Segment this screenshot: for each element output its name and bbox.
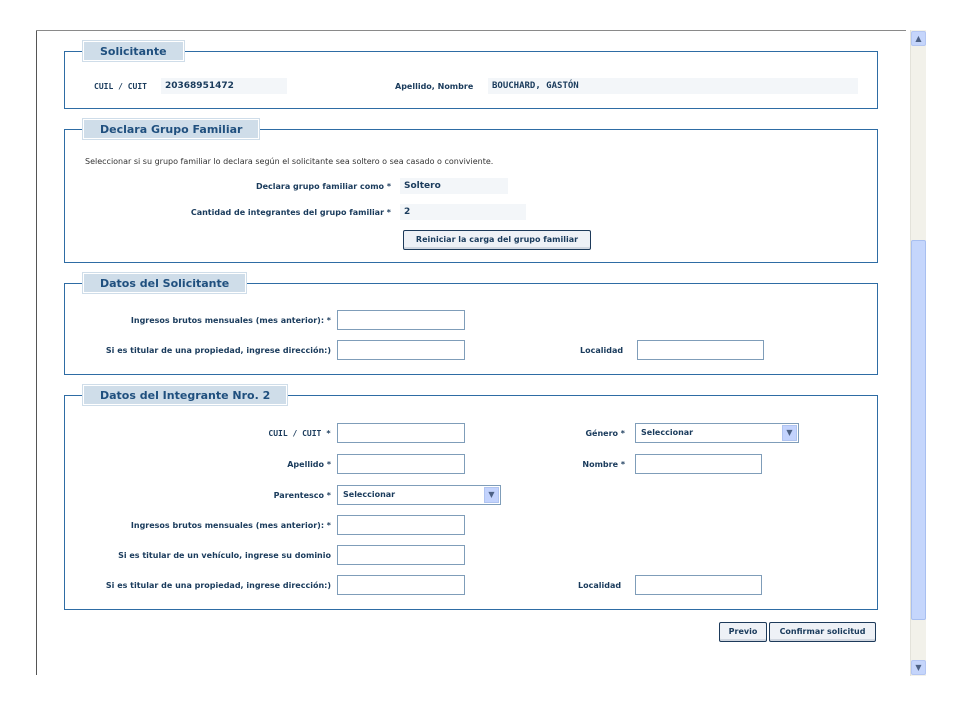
parentesco-select-value: Seleccionar <box>343 490 396 499</box>
ingresos-input[interactable] <box>337 310 465 330</box>
cuil-value: 20368951472 <box>161 78 287 94</box>
vertical-scrollbar[interactable] <box>910 30 926 676</box>
grupo-familiar-section <box>64 123 878 263</box>
cantidad-label: Cantidad de integrantes del grupo familiar * <box>190 208 391 217</box>
chevron-down-icon[interactable]: ▼ <box>484 487 499 503</box>
integrante-ingresos-input[interactable] <box>337 515 465 535</box>
integrante-title: Datos del Integrante Nro. 2 <box>83 385 287 405</box>
vehiculo-label: Si es titular de un vehículo, ingrese su dominio <box>118 551 331 560</box>
apellido-label: Apellido * <box>287 460 331 469</box>
genero-select-value: Seleccionar <box>641 428 694 437</box>
apellido-nombre-value: BOUCHARD, GASTÓN <box>488 78 858 94</box>
chevron-down-icon[interactable]: ▼ <box>782 425 797 441</box>
grupo-note: Seleccionar si su grupo familiar lo declara según el solicitante sea soltero o sea casado o conviviente. <box>85 157 494 166</box>
integrante-ingresos-label: Ingresos brutos mensuales (mes anterior): * <box>130 521 331 530</box>
localidad-label: Localidad <box>580 346 624 355</box>
datos-solicitante-title: Datos del Solicitante <box>83 273 246 293</box>
grupo-familiar-title: Declara Grupo Familiar <box>83 119 259 139</box>
previo-button[interactable]: Previo <box>719 622 767 642</box>
confirmar-solicitud-button[interactable]: Confirmar solicitud <box>769 622 876 642</box>
localidad-input[interactable] <box>637 340 764 360</box>
integrante-localidad-label: Localidad <box>578 581 622 590</box>
parentesco-select[interactable] <box>337 485 501 505</box>
nombre-label: Nombre * <box>582 460 625 469</box>
cuil-label: CUIL / CUIT <box>94 82 147 91</box>
integrante-cuil-label: CUIL / CUIT * <box>268 429 331 438</box>
reiniciar-grupo-button[interactable]: Reiniciar la carga del grupo familiar <box>403 230 591 250</box>
integrante-localidad-input[interactable] <box>635 575 762 595</box>
integrante-cuil-input[interactable] <box>337 423 465 443</box>
top-border <box>36 30 906 31</box>
integrante-section <box>64 389 878 610</box>
declara-value: Soltero <box>400 178 508 194</box>
scrollbar-thumb[interactable] <box>911 240 926 620</box>
apellido-input[interactable] <box>337 454 465 474</box>
propiedad-input[interactable] <box>337 340 465 360</box>
cantidad-value: 2 <box>400 204 526 220</box>
solicitante-section <box>64 45 878 109</box>
genero-label: Género * <box>585 429 625 438</box>
scroll-up-icon[interactable]: ▲ <box>911 31 926 46</box>
vehiculo-input[interactable] <box>337 545 465 565</box>
scroll-down-icon[interactable]: ▼ <box>911 660 926 675</box>
apellido-nombre-label: Apellido, Nombre <box>395 82 474 91</box>
left-border <box>36 31 37 675</box>
integrante-propiedad-label: Si es titular de una propiedad, ingrese dirección:) <box>105 581 331 590</box>
integrante-propiedad-input[interactable] <box>337 575 465 595</box>
nombre-input[interactable] <box>635 454 762 474</box>
declara-label: Declara grupo familiar como * <box>255 182 391 191</box>
datos-solicitante-section <box>64 277 878 375</box>
genero-select[interactable] <box>635 423 799 443</box>
ingresos-label: Ingresos brutos mensuales (mes anterior): * <box>130 316 331 325</box>
solicitante-title: Solicitante <box>83 41 184 61</box>
parentesco-label: Parentesco * <box>273 491 331 500</box>
propiedad-label: Si es titular de una propiedad, ingrese dirección:) <box>105 346 331 355</box>
